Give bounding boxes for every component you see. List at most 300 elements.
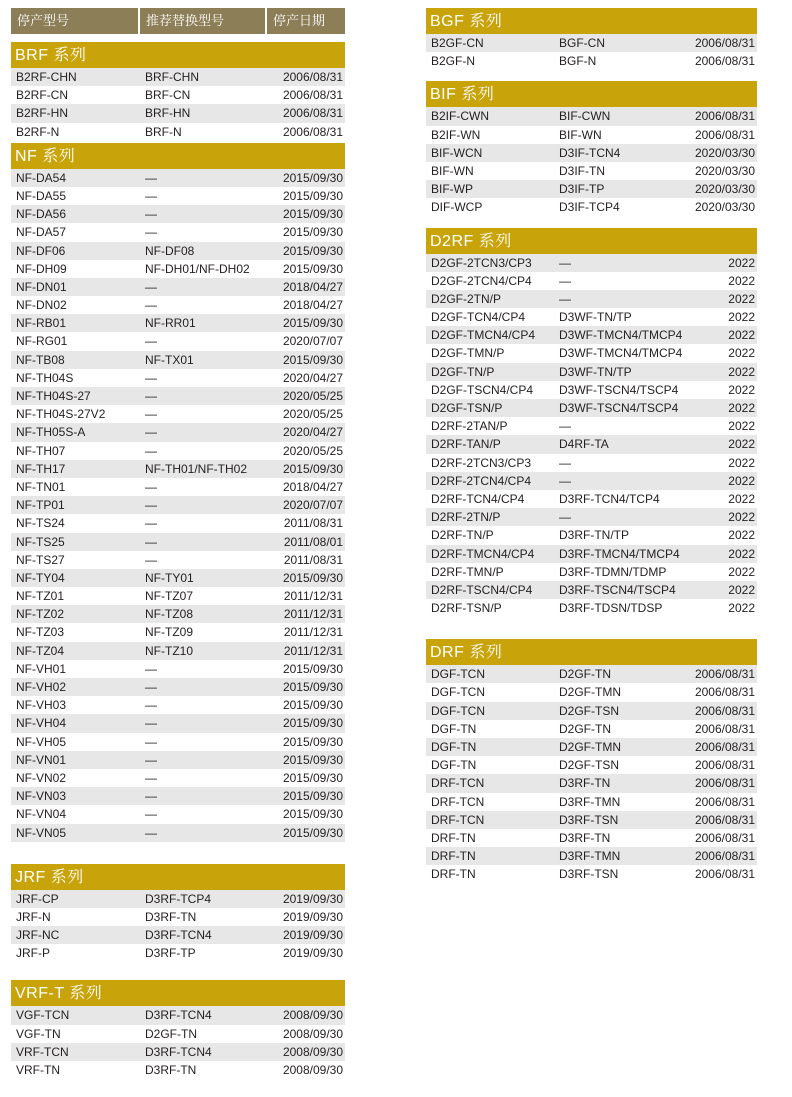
cell-date: 2015/09/30 bbox=[282, 734, 343, 749]
cell-date: 2022 bbox=[728, 455, 755, 470]
cell-model: B2IF-CWN bbox=[431, 109, 489, 124]
cell-model: D2RF-TMCN4/CP4 bbox=[431, 546, 535, 561]
table-row bbox=[11, 223, 345, 241]
cell-date: 2015/09/30 bbox=[282, 770, 343, 785]
cell-model: NF-TH04S-27V2 bbox=[16, 407, 106, 422]
cell-replacement: D3RF-TN bbox=[145, 909, 197, 924]
cell-replacement: — bbox=[145, 825, 157, 840]
series-rows bbox=[426, 107, 757, 216]
cell-date: 2015/09/30 bbox=[282, 716, 343, 731]
cell-model: NF-RG01 bbox=[16, 334, 68, 349]
series-section bbox=[11, 42, 345, 141]
table-row bbox=[11, 751, 345, 769]
series-rows bbox=[11, 68, 345, 141]
table-row bbox=[426, 490, 757, 508]
cell-replacement: D3IF-TP bbox=[559, 182, 605, 197]
cell-model: NF-VH02 bbox=[16, 680, 67, 694]
series-section bbox=[426, 8, 757, 70]
cell-model: D2GF-TSN/P bbox=[431, 401, 503, 415]
cell-replacement: D2GF-TMN bbox=[559, 685, 621, 700]
cell-date: 2006/08/31 bbox=[694, 127, 755, 142]
cell-replacement: D2GF-TN bbox=[145, 1026, 197, 1041]
cell-model: D2RF-TAN/P bbox=[431, 437, 501, 452]
cell-date: 2015/09/30 bbox=[282, 698, 343, 713]
cell-date: 2015/09/30 bbox=[282, 225, 343, 240]
cell-date: 2015/09/30 bbox=[282, 461, 343, 476]
cell-model: D2RF-TSCN4/CP4 bbox=[431, 582, 533, 597]
cell-replacement: D2GF-TN bbox=[559, 667, 611, 682]
cell-replacement: D3RF-TN bbox=[145, 1063, 197, 1077]
cell-replacement: BRF-CN bbox=[145, 88, 191, 103]
cell-model: NF-VN01 bbox=[16, 752, 67, 767]
table-row bbox=[11, 1061, 345, 1079]
cell-replacement: D4RF-TA bbox=[559, 437, 609, 452]
table-row bbox=[11, 314, 345, 332]
series-rows bbox=[11, 890, 345, 963]
table-row bbox=[426, 847, 757, 865]
cell-replacement: D2GF-TSN bbox=[559, 758, 619, 773]
table-row bbox=[11, 787, 345, 805]
cell-replacement: BRF-CHN bbox=[145, 70, 199, 84]
cell-date: 2006/08/31 bbox=[282, 70, 343, 84]
cell-replacement: — bbox=[145, 807, 157, 822]
cell-model: D2GF-2TN/P bbox=[431, 291, 502, 306]
cell-model: B2IF-WN bbox=[431, 127, 481, 142]
cell-replacement: D3WF-TMCN4/TMCP4 bbox=[559, 328, 682, 343]
cell-replacement: — bbox=[145, 334, 157, 349]
right-sections bbox=[426, 8, 757, 884]
series-title: D2RF 系列 bbox=[426, 228, 757, 254]
cell-replacement: BIF-CWN bbox=[559, 109, 611, 124]
cell-model: NF-TZ01 bbox=[16, 589, 64, 604]
series-title: DRF 系列 bbox=[426, 639, 757, 665]
cell-model: NF-TH04S bbox=[16, 370, 74, 385]
cell-date: 2019/09/30 bbox=[282, 909, 343, 924]
cell-replacement: — bbox=[145, 443, 157, 458]
table-row bbox=[11, 551, 345, 569]
cell-replacement: — bbox=[145, 680, 157, 694]
cell-date: 2022 bbox=[728, 328, 755, 343]
cell-replacement: — bbox=[145, 789, 157, 804]
cell-date: 2020/07/07 bbox=[282, 334, 343, 349]
cell-model: VGF-TCN bbox=[16, 1008, 70, 1023]
table-row bbox=[426, 738, 757, 756]
cell-date: 2006/08/31 bbox=[694, 830, 755, 845]
cell-replacement: D3RF-TDSN/TDSP bbox=[559, 601, 663, 616]
cell-date: 2006/08/31 bbox=[694, 758, 755, 773]
cell-date: 2015/09/30 bbox=[282, 570, 343, 585]
cell-model: D2GF-TN/P bbox=[431, 364, 495, 379]
table-row bbox=[11, 169, 345, 187]
cell-model: NF-TP01 bbox=[16, 498, 65, 513]
table-row bbox=[11, 824, 345, 842]
series-rows bbox=[426, 34, 757, 70]
cell-model: B2RF-N bbox=[16, 124, 60, 139]
cell-model: NF-VN04 bbox=[16, 807, 67, 822]
cell-date: 2011/08/01 bbox=[283, 534, 343, 549]
series-title: VRF-T 系列 bbox=[11, 980, 345, 1006]
table-row bbox=[426, 417, 757, 435]
cell-replacement: D3RF-TCN4/TCP4 bbox=[559, 491, 660, 506]
table-row bbox=[426, 180, 757, 198]
cell-replacement: D3WF-TSCN4/TSCP4 bbox=[559, 382, 679, 397]
cell-date: 2015/09/30 bbox=[282, 188, 343, 203]
table-row bbox=[426, 829, 757, 847]
series-title: BIF 系列 bbox=[426, 81, 757, 107]
cell-date: 2011/08/31 bbox=[283, 552, 343, 567]
cell-replacement: D3RF-TP bbox=[145, 946, 196, 961]
cell-date: 2022 bbox=[728, 437, 755, 452]
cell-model: NF-VH04 bbox=[16, 716, 67, 731]
table-row bbox=[426, 126, 757, 144]
cell-model: NF-TN01 bbox=[16, 479, 66, 494]
cell-replacement: — bbox=[145, 170, 157, 185]
cell-model: DRF-TN bbox=[431, 867, 476, 882]
cell-replacement: — bbox=[145, 389, 157, 403]
table-row bbox=[11, 387, 345, 405]
cell-replacement: — bbox=[559, 455, 571, 470]
table-row bbox=[11, 769, 345, 787]
cell-date: 2006/08/31 bbox=[694, 36, 755, 50]
cell-model: NF-DA56 bbox=[16, 207, 67, 222]
cell-replacement: NF-RR01 bbox=[145, 316, 196, 331]
cell-model: NF-TZ03 bbox=[16, 625, 64, 640]
cell-date: 2015/09/30 bbox=[282, 261, 343, 276]
series-rows bbox=[426, 254, 757, 618]
cell-replacement: NF-TZ08 bbox=[145, 607, 193, 622]
cell-model: D2RF-TMN/P bbox=[431, 564, 504, 579]
table-row bbox=[11, 123, 345, 141]
cell-model: DGF-TCN bbox=[431, 667, 485, 682]
table-row bbox=[426, 563, 757, 581]
cell-date: 2015/09/30 bbox=[282, 680, 343, 694]
cell-replacement: D3IF-TCN4 bbox=[559, 145, 621, 160]
cell-model: NF-DH09 bbox=[16, 261, 67, 276]
table-row bbox=[11, 908, 345, 926]
cell-date: 2006/08/31 bbox=[694, 703, 755, 718]
table-row bbox=[426, 326, 757, 344]
table-row bbox=[426, 454, 757, 472]
series-title: JRF 系列 bbox=[11, 864, 345, 890]
cell-replacement: — bbox=[559, 510, 571, 525]
table-row bbox=[11, 805, 345, 823]
cell-date: 2015/09/30 bbox=[282, 207, 343, 222]
table-row bbox=[11, 86, 345, 104]
cell-model: VRF-TCN bbox=[16, 1044, 69, 1059]
cell-model: DRF-TCN bbox=[431, 776, 485, 791]
cell-replacement: NF-TH01/NF-TH02 bbox=[145, 461, 248, 476]
cell-model: NF-TY04 bbox=[16, 570, 65, 585]
cell-date: 2015/09/30 bbox=[282, 807, 343, 822]
cell-replacement: BGF-N bbox=[559, 54, 597, 69]
cell-replacement: D2GF-TSN bbox=[559, 703, 619, 718]
cell-replacement: D3RF-TSN bbox=[559, 812, 619, 827]
table-row bbox=[426, 363, 757, 381]
cell-replacement: — bbox=[145, 534, 157, 549]
cell-date: 2015/09/30 bbox=[282, 752, 343, 767]
table-row bbox=[11, 296, 345, 314]
cell-replacement: — bbox=[145, 370, 157, 385]
cell-date: 2008/09/30 bbox=[282, 1044, 343, 1059]
cell-replacement: D3RF-TMN bbox=[559, 849, 621, 864]
cell-model: B2GF-CN bbox=[431, 36, 484, 50]
cell-replacement: D3RF-TCN4 bbox=[145, 1044, 212, 1059]
cell-model: VRF-TN bbox=[16, 1063, 60, 1077]
cell-date: 2022 bbox=[728, 401, 755, 415]
series-rows bbox=[426, 665, 757, 883]
cell-date: 2006/08/31 bbox=[694, 685, 755, 700]
table-row bbox=[426, 344, 757, 362]
cell-replacement: — bbox=[145, 516, 157, 531]
table-row bbox=[426, 508, 757, 526]
cell-date: 2022 bbox=[728, 382, 755, 397]
table-row bbox=[426, 162, 757, 180]
table-row bbox=[426, 254, 757, 272]
cell-model: DRF-TN bbox=[431, 849, 476, 864]
cell-model: JRF-NC bbox=[16, 928, 60, 943]
series-section bbox=[11, 980, 345, 1079]
cell-model: DGF-TN bbox=[431, 721, 477, 736]
series-section bbox=[11, 143, 345, 842]
cell-model: DGF-TCN bbox=[431, 703, 485, 718]
cell-replacement: D3RF-TSCN4/TSCP4 bbox=[559, 582, 676, 597]
cell-model: NF-VH01 bbox=[16, 661, 67, 676]
table-row bbox=[11, 351, 345, 369]
table-row bbox=[426, 526, 757, 544]
cell-replacement: — bbox=[145, 279, 157, 294]
cell-model: NF-TH17 bbox=[16, 461, 66, 476]
table-row bbox=[11, 944, 345, 962]
cell-replacement: — bbox=[145, 207, 157, 222]
cell-model: NF-TZ04 bbox=[16, 643, 64, 658]
cell-replacement: — bbox=[145, 225, 157, 240]
cell-date: 2011/12/31 bbox=[283, 625, 343, 640]
cell-date: 2006/08/31 bbox=[694, 721, 755, 736]
cell-model: B2GF-N bbox=[431, 54, 476, 69]
table-row bbox=[426, 308, 757, 326]
table-row bbox=[426, 472, 757, 490]
cell-model: NF-DA57 bbox=[16, 225, 67, 240]
cell-date: 2019/09/30 bbox=[282, 946, 343, 961]
table-row bbox=[11, 1006, 345, 1024]
table-row bbox=[11, 660, 345, 678]
table-row bbox=[426, 811, 757, 829]
cell-date: 2006/08/31 bbox=[694, 776, 755, 791]
cell-replacement: D3RF-TN bbox=[559, 776, 611, 791]
table-row bbox=[11, 478, 345, 496]
cell-replacement: D3IF-TCP4 bbox=[559, 200, 620, 215]
cell-date: 2022 bbox=[728, 473, 755, 488]
table-row bbox=[11, 623, 345, 641]
cell-date: 2022 bbox=[728, 291, 755, 306]
cell-date: 2020/03/30 bbox=[694, 163, 755, 178]
table-row bbox=[11, 332, 345, 350]
cell-date: 2011/08/31 bbox=[283, 516, 343, 531]
cell-model: D2GF-TCN4/CP4 bbox=[431, 310, 526, 325]
cell-model: D2RF-TSN/P bbox=[431, 601, 502, 616]
cell-model: NF-VN02 bbox=[16, 770, 67, 785]
cell-date: 2022 bbox=[728, 419, 755, 434]
table-row bbox=[11, 605, 345, 623]
cell-date: 2008/09/30 bbox=[282, 1063, 343, 1077]
cell-replacement: NF-TZ10 bbox=[145, 643, 193, 658]
table-row bbox=[426, 52, 757, 70]
table-row bbox=[426, 774, 757, 792]
cell-date: 2020/04/27 bbox=[282, 370, 343, 385]
cell-model: NF-VN05 bbox=[16, 825, 67, 840]
table-row bbox=[11, 1043, 345, 1061]
table-row bbox=[11, 926, 345, 944]
cell-replacement: — bbox=[145, 188, 157, 203]
cell-replacement: BRF-N bbox=[145, 124, 182, 139]
cell-model: NF-VH03 bbox=[16, 698, 67, 713]
cell-replacement: D3RF-TCN4 bbox=[145, 928, 212, 943]
cell-model: B2RF-CHN bbox=[16, 70, 77, 84]
table-row bbox=[426, 702, 757, 720]
cell-date: 2015/09/30 bbox=[282, 661, 343, 676]
cell-date: 2015/09/30 bbox=[282, 789, 343, 804]
cell-date: 2022 bbox=[728, 510, 755, 525]
cell-model: NF-TH04S-27 bbox=[16, 389, 91, 403]
cell-model: NF-DN02 bbox=[16, 298, 67, 313]
table-row bbox=[426, 381, 757, 399]
table-header bbox=[11, 8, 345, 34]
cell-date: 2022 bbox=[728, 546, 755, 561]
cell-replacement: D3RF-TN bbox=[559, 830, 611, 845]
cell-model: D2GF-TMCN4/CP4 bbox=[431, 328, 536, 343]
table-row bbox=[11, 405, 345, 423]
cell-model: NF-TS24 bbox=[16, 516, 65, 531]
table-row bbox=[11, 642, 345, 660]
table-row bbox=[11, 460, 345, 478]
cell-replacement: — bbox=[559, 473, 571, 488]
cell-model: NF-DF06 bbox=[16, 243, 66, 258]
cell-model: DGF-TN bbox=[431, 758, 477, 773]
cell-replacement: — bbox=[145, 752, 157, 767]
cell-replacement: BIF-WN bbox=[559, 127, 602, 142]
cell-model: NF-TH05S-A bbox=[16, 425, 86, 440]
cell-model: NF-TZ02 bbox=[16, 607, 64, 622]
cell-model: D2RF-2TCN3/CP3 bbox=[431, 455, 532, 470]
cell-date: 2011/12/31 bbox=[283, 589, 343, 604]
series-title: BGF 系列 bbox=[426, 8, 757, 34]
cell-date: 2006/08/31 bbox=[694, 667, 755, 682]
table-row bbox=[426, 599, 757, 617]
table-row bbox=[11, 205, 345, 223]
table-row bbox=[11, 890, 345, 908]
cell-model: NF-TB08 bbox=[16, 352, 65, 367]
cell-date: 2020/04/27 bbox=[282, 425, 343, 440]
series-section bbox=[426, 81, 757, 216]
table-row bbox=[11, 442, 345, 460]
cell-replacement: — bbox=[145, 770, 157, 785]
cell-model: BIF-WP bbox=[431, 182, 473, 197]
cell-date: 2022 bbox=[728, 564, 755, 579]
cell-model: JRF-P bbox=[16, 946, 50, 961]
cell-model: D2RF-2TN/P bbox=[431, 510, 501, 525]
table-row bbox=[426, 290, 757, 308]
cell-replacement: — bbox=[145, 479, 157, 494]
header-discontinued-model: 停产型号 bbox=[11, 8, 140, 34]
cell-replacement: D2GF-TMN bbox=[559, 740, 621, 754]
table-row bbox=[11, 242, 345, 260]
cell-replacement: D3RF-TMCN4/TMCP4 bbox=[559, 546, 680, 561]
cell-model: B2RF-CN bbox=[16, 88, 69, 103]
cell-model: JRF-N bbox=[16, 909, 51, 924]
cell-replacement: D3WF-TSCN4/TSCP4 bbox=[559, 401, 679, 415]
table-row bbox=[426, 665, 757, 683]
cell-replacement: D3IF-TN bbox=[559, 163, 605, 178]
cell-date: 2006/08/31 bbox=[694, 812, 755, 827]
cell-model: D2GF-TSCN4/CP4 bbox=[431, 382, 534, 397]
cell-replacement: NF-TZ09 bbox=[145, 625, 193, 640]
cell-date: 2022 bbox=[728, 346, 755, 361]
cell-date: 2015/09/30 bbox=[282, 825, 343, 840]
cell-replacement: — bbox=[145, 661, 157, 676]
cell-date: 2006/08/31 bbox=[694, 794, 755, 809]
cell-date: 2006/08/31 bbox=[694, 849, 755, 864]
cell-model: D2RF-TCN4/CP4 bbox=[431, 491, 525, 506]
cell-date: 2018/04/27 bbox=[282, 279, 343, 294]
cell-model: NF-DA54 bbox=[16, 170, 67, 185]
table-row bbox=[426, 435, 757, 453]
cell-replacement: D3WF-TMCN4/TMCP4 bbox=[559, 346, 682, 361]
table-row bbox=[426, 399, 757, 417]
table-row bbox=[426, 198, 757, 216]
table-row bbox=[426, 865, 757, 883]
cell-replacement: — bbox=[145, 698, 157, 713]
table-row bbox=[11, 369, 345, 387]
cell-replacement: — bbox=[145, 734, 157, 749]
cell-replacement: NF-TZ07 bbox=[145, 589, 193, 604]
table-row bbox=[11, 260, 345, 278]
table-row bbox=[11, 1025, 345, 1043]
cell-model: NF-VN03 bbox=[16, 789, 67, 804]
table-row bbox=[11, 278, 345, 296]
cell-replacement: — bbox=[559, 291, 571, 306]
table-row bbox=[11, 423, 345, 441]
cell-date: 2022 bbox=[728, 310, 755, 325]
cell-date: 2006/08/31 bbox=[694, 109, 755, 124]
cell-model: D2RF-TN/P bbox=[431, 528, 494, 543]
series-rows bbox=[11, 169, 345, 842]
cell-replacement: D3WF-TN/TP bbox=[559, 364, 632, 379]
cell-model: NF-TS25 bbox=[16, 534, 65, 549]
cell-replacement: NF-TY01 bbox=[145, 570, 194, 585]
table-row bbox=[426, 545, 757, 563]
cell-model: D2GF-TMN/P bbox=[431, 346, 505, 361]
cell-model: B2RF-HN bbox=[16, 106, 69, 121]
cell-replacement: — bbox=[145, 407, 157, 422]
cell-model: NF-TS27 bbox=[16, 552, 65, 567]
cell-model: DRF-TCN bbox=[431, 812, 485, 827]
table-row bbox=[11, 569, 345, 587]
table-row bbox=[426, 272, 757, 290]
cell-model: NF-DA55 bbox=[16, 188, 67, 203]
cell-model: DRF-TN bbox=[431, 830, 476, 845]
cell-model: D2GF-2TCN4/CP4 bbox=[431, 273, 532, 288]
cell-date: 2020/05/25 bbox=[282, 389, 343, 403]
cell-date: 2006/08/31 bbox=[282, 88, 343, 103]
table-row bbox=[426, 756, 757, 774]
cell-model: NF-VH05 bbox=[16, 734, 67, 749]
cell-replacement: D3RF-TCP4 bbox=[145, 891, 212, 906]
cell-replacement: — bbox=[559, 255, 571, 270]
table-row bbox=[11, 104, 345, 122]
cell-replacement: — bbox=[145, 298, 157, 313]
table-row bbox=[426, 793, 757, 811]
cell-date: 2019/09/30 bbox=[282, 891, 343, 906]
